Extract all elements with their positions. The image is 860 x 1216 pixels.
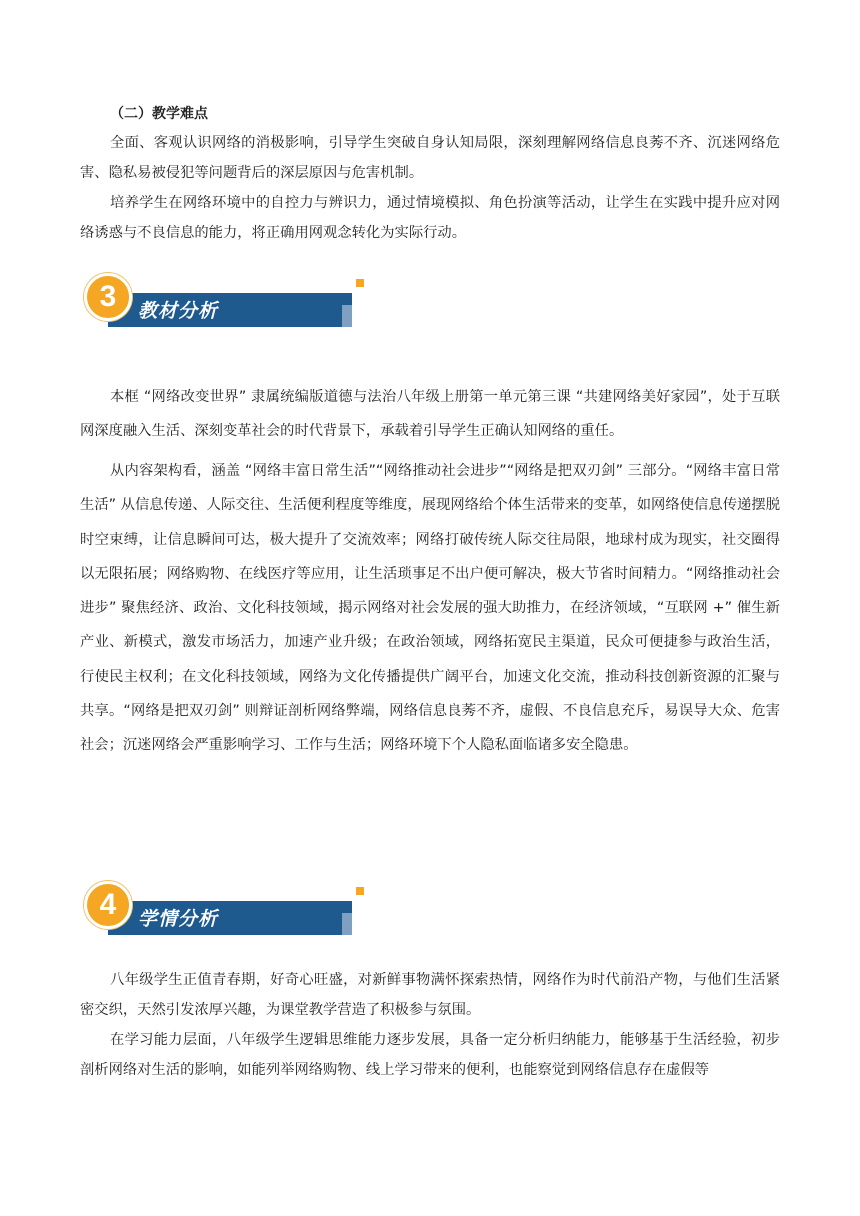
decor-square [356,279,364,287]
banner-title: 学情分析 [138,908,219,930]
difficulty-heading: （二）教学难点 [110,106,208,122]
section-number: 4 [99,888,117,921]
banner-title: 教材分析 [138,300,219,322]
students-paragraph-2: 在学习能力层面，八年级学生逻辑思维能力逐步发展，具备一定分析归纳能力，能够基于生活经验，初步剖析网络对生活的影响，如能列举网络购物、线上学习带来的便利，也能察觉到网络信息存在虚假等 [80,1032,780,1078]
textbook-paragraph-1: 本框 “网络改变世界” 隶属统编版道德与法治八年级上册第一单元第三课 “共建网络美好家园”，处于互联网深度融入生活、深刻变革社会的时代背景下，承载着引导学生正确认知网络的重任。 [80,389,780,440]
section-banner-4 [84,881,284,945]
students-paragraph-1: 八年级学生正值青春期，好奇心旺盛，对新鲜事物满怀探索热情，网络作为时代前沿产物，与他们生活紧密交织，天然引发浓厚兴趣，为课堂教学营造了积极参与氛围。 [80,972,780,1018]
section-banner-3 [84,273,284,337]
section-number: 3 [99,280,117,313]
difficulty-paragraph-1: 全面、客观认识网络的消极影响，引导学生突破自身认知局限，深刻理解网络信息良莠不齐、沉迷网络危害、隐私易被侵犯等问题背后的深层原因与危害机制。 [80,135,780,181]
difficulty-paragraph-2: 培养学生在网络环境中的自控力与辨识力，通过情境模拟、角色扮演等活动，让学生在实践中提升应对网络诱惑与不良信息的能力，将正确用网观念转化为实际行动。 [80,195,780,241]
section-number-badge [84,881,132,929]
textbook-paragraph-2: 从内容架构看，涵盖 “网络丰富日常生活”“网络推动社会进步”“网络是把双刃剑” 三部分。“网络丰富日常生活” 从信息传递、人际交往、生活便利程度等维度，展现网络给个体生活带来的变革，如网络使信息传递摆脱时空束缚，让信息瞬间可达，极大提升了交流效率；网络打破传统人际交往局限，地球村成为现实，社交圈得以无限拓展；网络购物、在线医疗等应用，让生活琐事足不出户便可解决，极大节省时间精力。“网络推动社会进步” 聚焦经济、政治、文化科技领域，揭示网络对社会发展的强大助推力，在经济领域，“互联网 +” 催生新产业、新模式，激发市场活力，加速产业升级；在政治领域，网络拓宽民主渠道，民众可便捷参与政治生活，行使民主权利；在文化科技领域，网络为文化传播提供广阔平台，加速文化交流，推动科技创新资源的汇聚与共享。“网络是把双刃剑” 则辩证剖析网络弊端，网络信息良莠不齐，虚假、不良信息充斥，易误导大众、危害社会；沉迷网络会严重影响学习、工作与生活；网络环境下个人隐私面临诸多安全隐患。 [80,463,780,754]
decor-square [356,887,364,895]
section-number-badge [84,273,132,321]
